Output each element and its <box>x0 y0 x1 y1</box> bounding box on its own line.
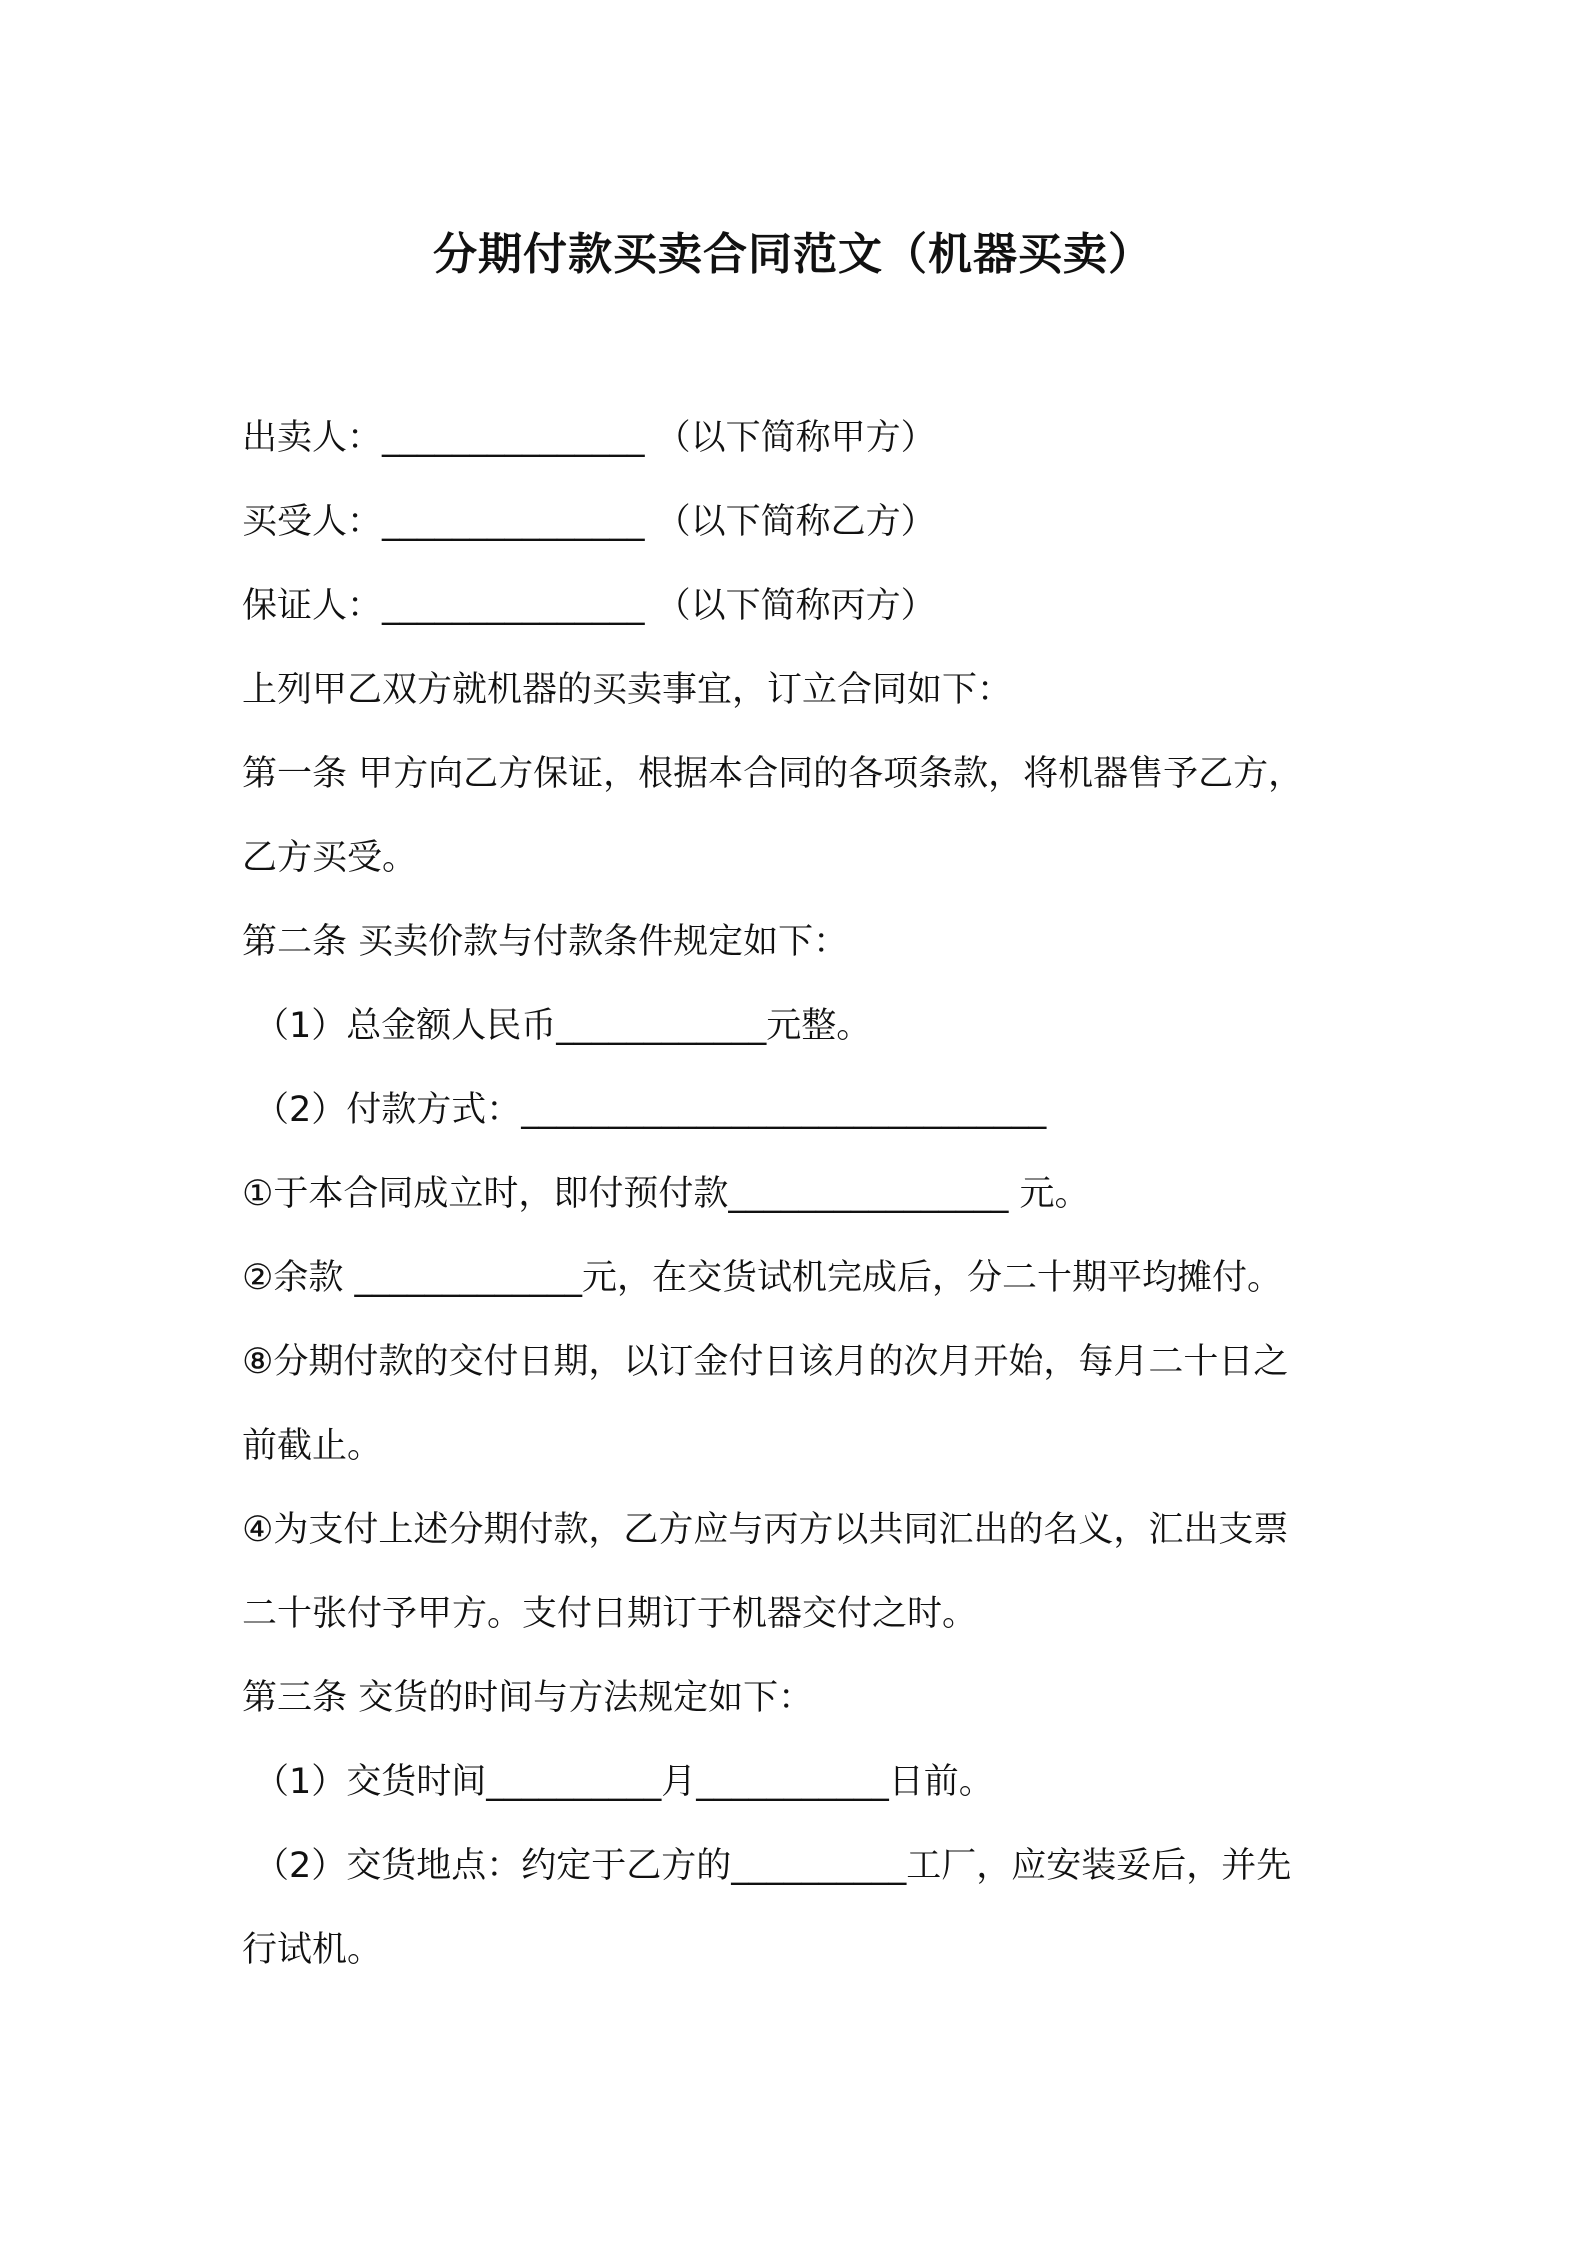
delivery-place-continued: 行试机。 <box>242 1930 383 1970</box>
delivery-time-line: （1）交货时间__________月___________日前。 <box>254 1762 994 1802</box>
document-title: 分期付款买卖合同范文（机器买卖） <box>433 229 1153 280</box>
total-amount-line: （1）总金额人民币____________元整。 <box>254 1006 872 1046</box>
article-1-line: 第一条 甲方向乙方保证，根据本合同的各项条款，将机器售予乙方， <box>242 754 1304 794</box>
guarantor-line: 保证人：_______________ （以下简称丙方） <box>242 586 936 626</box>
article-1-continued: 乙方买受。 <box>242 838 418 878</box>
seller-line: 出卖人：_______________ （以下简称甲方） <box>242 418 936 458</box>
cheque-line: ④为支付上述分期付款，乙方应与丙方以共同汇出的名义，汇出支票 <box>242 1510 1289 1550</box>
installment-date-line: ⑧分期付款的交付日期，以订金付日该月的次月开始，每月二十日之 <box>242 1342 1289 1382</box>
article-2-line: 第二条 买卖价款与付款条件规定如下： <box>242 922 849 962</box>
delivery-place-line: （2）交货地点：约定于乙方的__________工厂，应安装妥后，并先 <box>254 1846 1292 1886</box>
article-3-line: 第三条 交货的时间与方法规定如下： <box>242 1678 814 1718</box>
payment-method-line: （2）付款方式：______________________________ <box>254 1090 1047 1130</box>
buyer-line: 买受人：_______________ （以下简称乙方） <box>242 502 936 542</box>
balance-line: ②余款 _____________元，在交货试机完成后，分二十期平均摊付。 <box>242 1258 1283 1298</box>
prepayment-line: ①于本合同成立时，即付预付款________________ 元。 <box>242 1174 1090 1214</box>
installment-date-continued: 前截止。 <box>242 1426 383 1466</box>
cheque-continued: 二十张付予甲方。支付日期订于机器交付之时。 <box>242 1594 978 1634</box>
preamble-line: 上列甲乙双方就机器的买卖事宜，订立合同如下： <box>242 670 1013 710</box>
